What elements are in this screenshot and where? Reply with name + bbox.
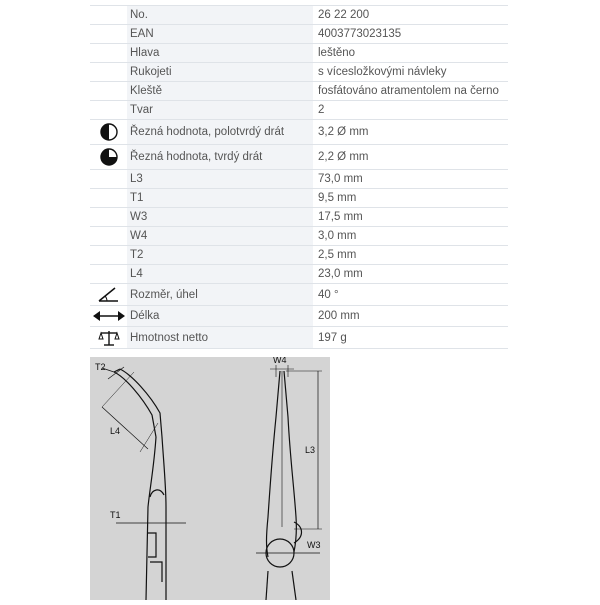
spec-row [90,189,508,208]
spec-icon-cell [90,25,127,44]
spec-table [90,5,508,349]
side-view [102,367,186,600]
handle-step-2 [150,562,162,582]
spec-icon-cell [90,44,127,63]
spec-row [90,246,508,265]
dimension-drawing-svg [90,357,330,600]
three-quarter-circle-icon [90,145,127,170]
front-view [256,365,322,600]
scale-icon [90,327,127,349]
spec-label: Délka [127,306,313,327]
spec-label: Kleště [127,82,313,101]
label-t1: T1 [110,510,121,520]
spec-row [90,327,508,349]
spec-icon-cell [90,63,127,82]
spec-label: No. [127,6,313,25]
spec-value: 3,0 mm [313,227,508,246]
spec-label: Rukojeti [127,63,313,82]
spec-icon-cell [90,265,127,284]
l4-dim-line [102,407,148,449]
spec-row [90,44,508,63]
spec-row [90,265,508,284]
spec-icon-cell [90,101,127,120]
spec-row [90,63,508,82]
spec-value: 200 mm [313,306,508,327]
spec-value: 26 22 200 [313,6,508,25]
spec-row [90,6,508,25]
spec-label: W4 [127,227,313,246]
spec-row [90,82,508,101]
spec-value: leštěno [313,44,508,63]
angle-icon [90,284,127,306]
spec-value: 3,2 Ø mm [313,120,508,145]
front-handle-right [292,571,296,600]
spec-row [90,120,508,145]
spec-label: Hmotnost netto [127,327,313,349]
spec-value: 2,5 mm [313,246,508,265]
label-w4: W4 [273,357,287,365]
label-w3: W3 [307,540,321,550]
spec-label: L3 [127,170,313,189]
spec-value: 23,0 mm [313,265,508,284]
spec-label: Hlava [127,44,313,63]
spec-label: EAN [127,25,313,44]
label-l4: L4 [110,426,121,436]
l4-ext-line-top [102,372,134,407]
spec-value: 9,5 mm [313,189,508,208]
spec-icon-cell [90,227,127,246]
spec-label: T1 [127,189,313,208]
pliers-dimension-drawing [90,357,330,600]
double-arrow-icon [90,306,127,327]
spec-row [90,101,508,120]
spec-label: Řezná hodnota, tvrdý drát [127,145,313,170]
spec-icon-cell [90,208,127,227]
spec-value: fosfátováno atramentolem na černo [313,82,508,101]
spec-value: 197 g [313,327,508,349]
front-jaw-left [267,371,281,557]
spec-row [90,170,508,189]
half-circle-icon [90,120,127,145]
spec-label: T2 [127,246,313,265]
spec-value: 73,0 mm [313,170,508,189]
spec-row [90,208,508,227]
spec-row [90,284,508,306]
front-hook [294,522,302,543]
spec-value: 2,2 Ø mm [313,145,508,170]
spec-label: L4 [127,265,313,284]
spec-value: 17,5 mm [313,208,508,227]
spec-label: Rozměr, úhel [127,284,313,306]
spec-row [90,25,508,44]
spec-table-body [90,6,508,349]
front-handle-left [266,571,268,600]
front-jaw-right [284,371,296,552]
label-l3: L3 [305,445,316,455]
spec-icon-cell [90,189,127,208]
spec-icon-cell [90,82,127,101]
body-outline-right [162,437,166,600]
spec-icon-cell [90,246,127,265]
spec-value: 4003773023135 [313,25,508,44]
spec-row [90,306,508,327]
spec-value: 40 ° [313,284,508,306]
spec-label: Tvar [127,101,313,120]
jaw-outline-left [114,372,156,437]
spec-value: s vícesložkovými návleky [313,63,508,82]
handle-step-1 [148,533,156,557]
joint-curve [150,490,164,497]
spec-icon-cell [90,170,127,189]
label-t2: T2 [95,362,106,372]
spec-row [90,145,508,170]
spec-row [90,227,508,246]
body-outline-left [146,437,156,600]
spec-label: Řezná hodnota, polotvrdý drát [127,120,313,145]
spec-value: 2 [313,101,508,120]
spec-label: W3 [127,208,313,227]
spec-icon-cell [90,6,127,25]
